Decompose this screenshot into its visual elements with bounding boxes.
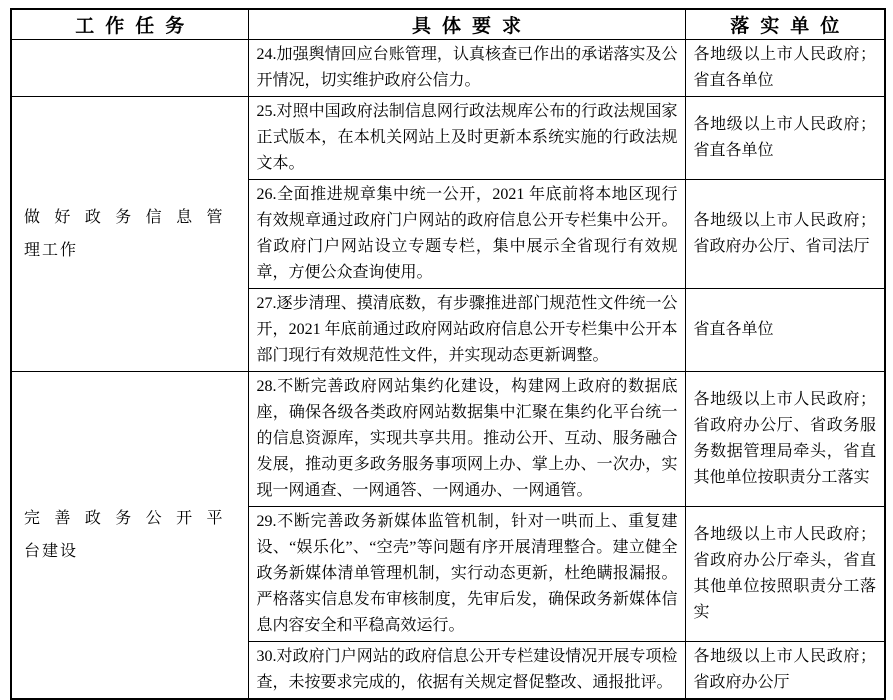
unit-cell-26: 各地级以上市人民政府；省政府办公厅、省司法厅 — [685, 180, 885, 289]
task-group-cell-info-management: 做好政务信息管理工作 — [11, 97, 248, 372]
unit-cell-29: 各地级以上市人民政府；省政府办公厅牵头，省直其他单位按照职责分工落实 — [685, 507, 885, 642]
requirement-cell-24: 24.加强舆情回应台账管理，认真核查已作出的承诺落实及公开情况，切实维护政府公信力。 — [248, 40, 685, 97]
col-header-unit: 落实单位 — [685, 9, 885, 40]
requirement-cell-26: 26.全面推进规章集中统一公开，2021 年底前将本地区现行有效规章通过政府门户网站的政府信息公开专栏集中公开。省政府门户网站设立专题专栏，集中展示全省现行有效规章，方便公众查询使用。 — [248, 180, 685, 289]
work-plan-table — [10, 8, 886, 700]
requirement-cell-30: 30.对政府门户网站的政府信息公开专栏建设情况开展专项检查，未按要求完成的，依据有关规定督促整改、通报批评。 — [248, 642, 685, 700]
col-header-requirement: 具体要求 — [248, 9, 685, 40]
unit-cell-24: 各地级以上市人民政府；省直各单位 — [685, 40, 885, 97]
requirement-cell-29: 29.不断完善政务新媒体监管机制，针对一哄而上、重复建设、“娱乐化”、“空壳”等问题有序开展清理整合。建立健全政务新媒体清单管理机制，实行动态更新，杜绝瞒报漏报。严格落实信息发布审核制度，先审后发，确保政务新媒体信息内容安全和平稳高效运行。 — [248, 507, 685, 642]
table-row-28 — [11, 372, 885, 507]
unit-cell-30: 各地级以上市人民政府；省政府办公厅 — [685, 642, 885, 700]
requirement-cell-28: 28.不断完善政府网站集约化建设，构建网上政府的数据底座，确保各级各类政府网站数据集中汇聚在集约化平台统一的信息资源库，实现共享共用。推动公开、互动、服务融合发展，推动更多政务服务事项网上办、掌上办、一次办，实现一网通查、一网通答、一网通办、一网通管。 — [248, 372, 685, 507]
unit-cell-28: 各地级以上市人民政府；省政府办公厅、省政务服务数据管理局牵头，省直其他单位按职责分工落实 — [685, 372, 885, 507]
requirement-cell-27: 27.逐步清理、摸清底数，有步骤推进部门规范性文件统一公开，2021 年底前通过政府网站政府信息公开专栏集中公开本部门现行有效规范性文件，并实现动态更新调整。 — [248, 289, 685, 372]
table-row-24 — [11, 40, 885, 97]
table-row-25 — [11, 97, 885, 180]
task-group-cell-platform-building: 完善政务公开平台建设 — [11, 372, 248, 700]
col-header-task: 工作任务 — [11, 9, 248, 40]
header-row — [11, 9, 885, 40]
requirement-cell-25: 25.对照中国政府法制信息网行政法规库公布的行政法规国家正式版本，在本机关网站上及时更新本系统实施的行政法规文本。 — [248, 97, 685, 180]
unit-cell-27: 省直各单位 — [685, 289, 885, 372]
task-group-cell-empty — [11, 40, 248, 97]
unit-cell-25: 各地级以上市人民政府；省直各单位 — [685, 97, 885, 180]
